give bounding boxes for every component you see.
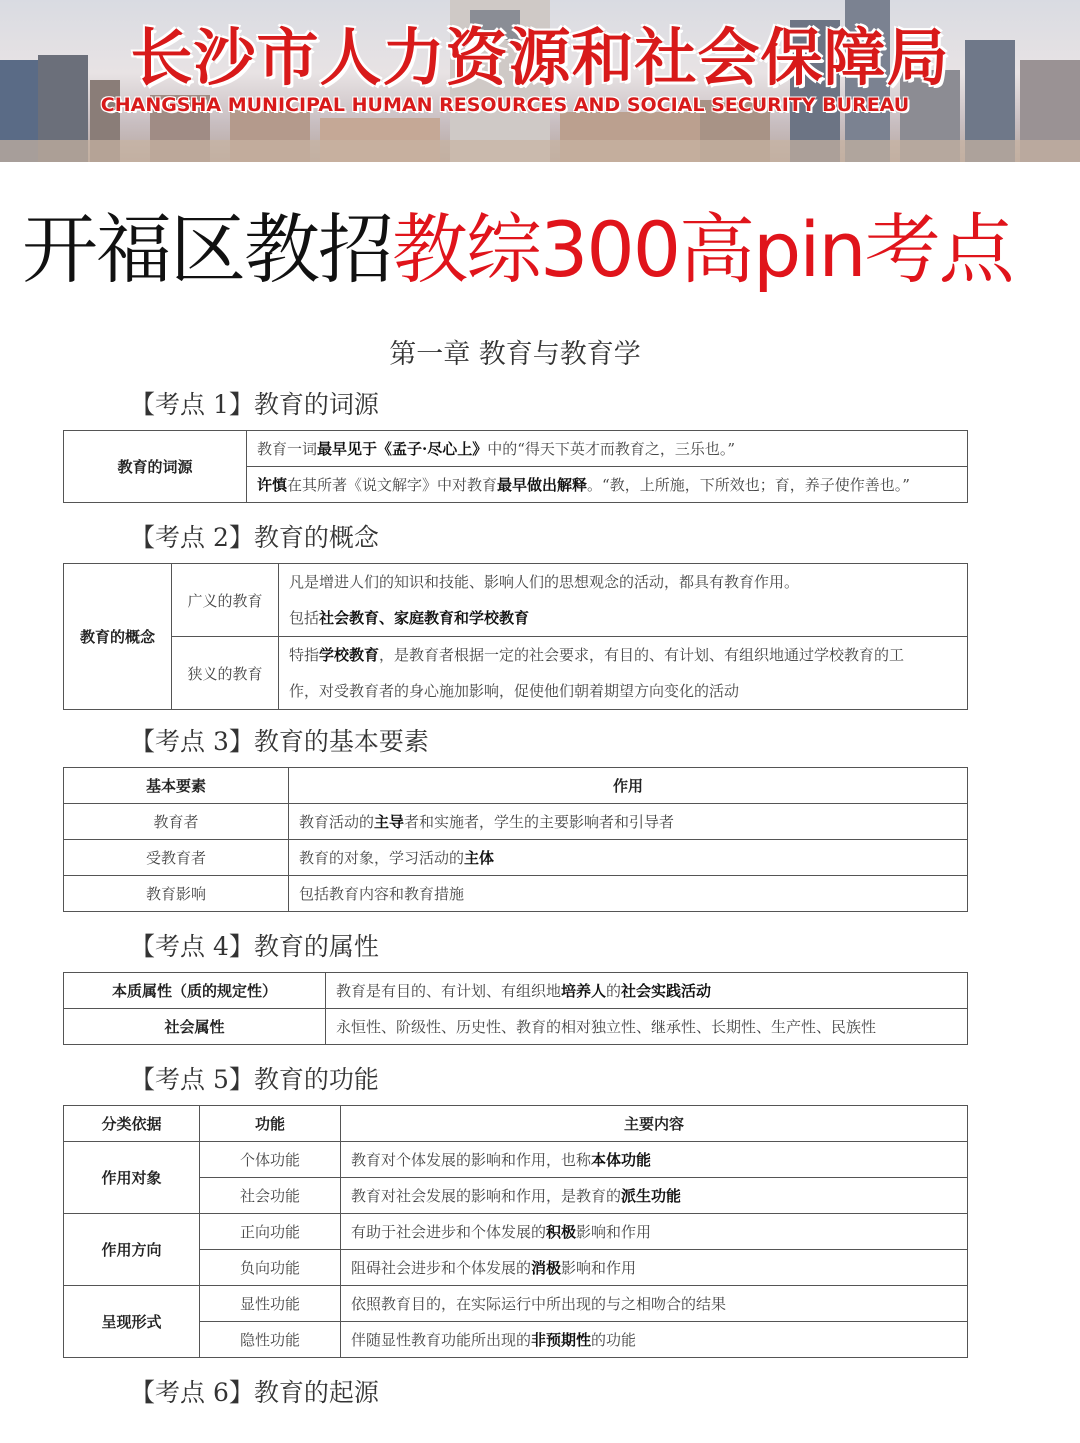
table-header: 基本要素: [64, 768, 289, 804]
table-label: 教育的词源: [64, 431, 247, 503]
table-cell: 有助于社会进步和个体发展的积极影响和作用: [341, 1214, 968, 1250]
table-header: 功能: [200, 1106, 341, 1142]
point-1-heading: 【考点 1】教育的词源: [130, 390, 379, 419]
chapter-heading: 第一章 教育与教育学: [389, 339, 641, 370]
point-4-heading: 【考点 4】教育的属性: [130, 932, 379, 961]
table-concept: [63, 563, 968, 710]
table-label: 作用方向: [64, 1214, 200, 1286]
table-header: 主要内容: [341, 1106, 968, 1142]
table-cell: 永恒性、阶级性、历史性、教育的相对独立性、继承性、长期性、生产性、民族性: [326, 1009, 968, 1045]
table-attributes: [63, 972, 968, 1045]
table-cell: 隐性功能: [200, 1322, 341, 1358]
table-cell: 教育对社会发展的影响和作用，是教育的派生功能: [341, 1178, 968, 1214]
table-label: 社会属性: [64, 1009, 326, 1045]
table-cell: 特指学校教育，是教育者根据一定的社会要求，有目的、有计划、有组织地通过学校教育的工 作，对受教育者的身心施加影响，促使他们朝着期望方向变化的活动: [279, 637, 968, 710]
table-label: 呈现形式: [64, 1286, 200, 1358]
table-cell: 许慎在其所著《说文解字》中对教育最早做出解释。“教，上所施，下所效也；育，养子使作善也。”: [247, 467, 968, 503]
table-label: 本质属性（质的规定性）: [64, 973, 326, 1009]
table-etymology: [63, 430, 968, 503]
table-header: 作用: [289, 768, 968, 804]
page-title: [22, 200, 1013, 300]
table-cell: 依照教育目的，在实际运行中所出现的与之相吻合的结果: [341, 1286, 968, 1322]
table-cell: 受教育者: [64, 840, 289, 876]
header-banner: [0, 0, 1080, 162]
table-cell: 教育的对象，学习活动的主体: [289, 840, 968, 876]
table-cell: 教育是有目的、有计划、有组织地培养人的社会实践活动: [326, 973, 968, 1009]
banner-title: 长沙市人力资源和社会保障局: [130, 21, 950, 94]
table-cell: 阻碍社会进步和个体发展的消极影响和作用: [341, 1250, 968, 1286]
table-cell: 包括教育内容和教育措施: [289, 876, 968, 912]
title-red-part: 教综300高pin考点: [392, 205, 1013, 294]
banner-subtitle: CHANGSHA MUNICIPAL HUMAN RESOURCES AND SOCIAL SECURITY BUREAU: [100, 94, 910, 116]
point-5-heading: 【考点 5】教育的功能: [130, 1065, 379, 1094]
table-cell: 个体功能: [200, 1142, 341, 1178]
point-2-heading: 【考点 2】教育的概念: [130, 523, 379, 552]
table-cell: 正向功能: [200, 1214, 341, 1250]
point-3-heading: 【考点 3】教育的基本要素: [130, 727, 429, 756]
table-header: 分类依据: [64, 1106, 200, 1142]
point-6-heading: 【考点 6】教育的起源: [130, 1378, 379, 1407]
table-cell: 显性功能: [200, 1286, 341, 1322]
table-cell: 广义的教育: [172, 564, 279, 637]
table-functions: [63, 1105, 968, 1358]
title-black-part: 开福区教招: [22, 205, 392, 294]
table-label: 作用对象: [64, 1142, 200, 1214]
table-cell: 教育一词最早见于《孟子·尽心上》中的“得天下英才而教育之，三乐也。”: [247, 431, 968, 467]
table-label: 教育的概念: [64, 564, 172, 710]
table-cell: 教育活动的主导者和实施者，学生的主要影响者和引导者: [289, 804, 968, 840]
table-cell: 伴随显性教育功能所出现的非预期性的功能: [341, 1322, 968, 1358]
table-cell: 狭义的教育: [172, 637, 279, 710]
table-cell: 凡是增进人们的知识和技能、影响人们的思想观念的活动，都具有教育作用。 包括社会教育、家庭教育和学校教育: [279, 564, 968, 637]
table-elements: [63, 767, 968, 912]
table-cell: 教育影响: [64, 876, 289, 912]
table-cell: 教育者: [64, 804, 289, 840]
table-cell: 社会功能: [200, 1178, 341, 1214]
table-cell: 负向功能: [200, 1250, 341, 1286]
table-cell: 教育对个体发展的影响和作用，也称本体功能: [341, 1142, 968, 1178]
